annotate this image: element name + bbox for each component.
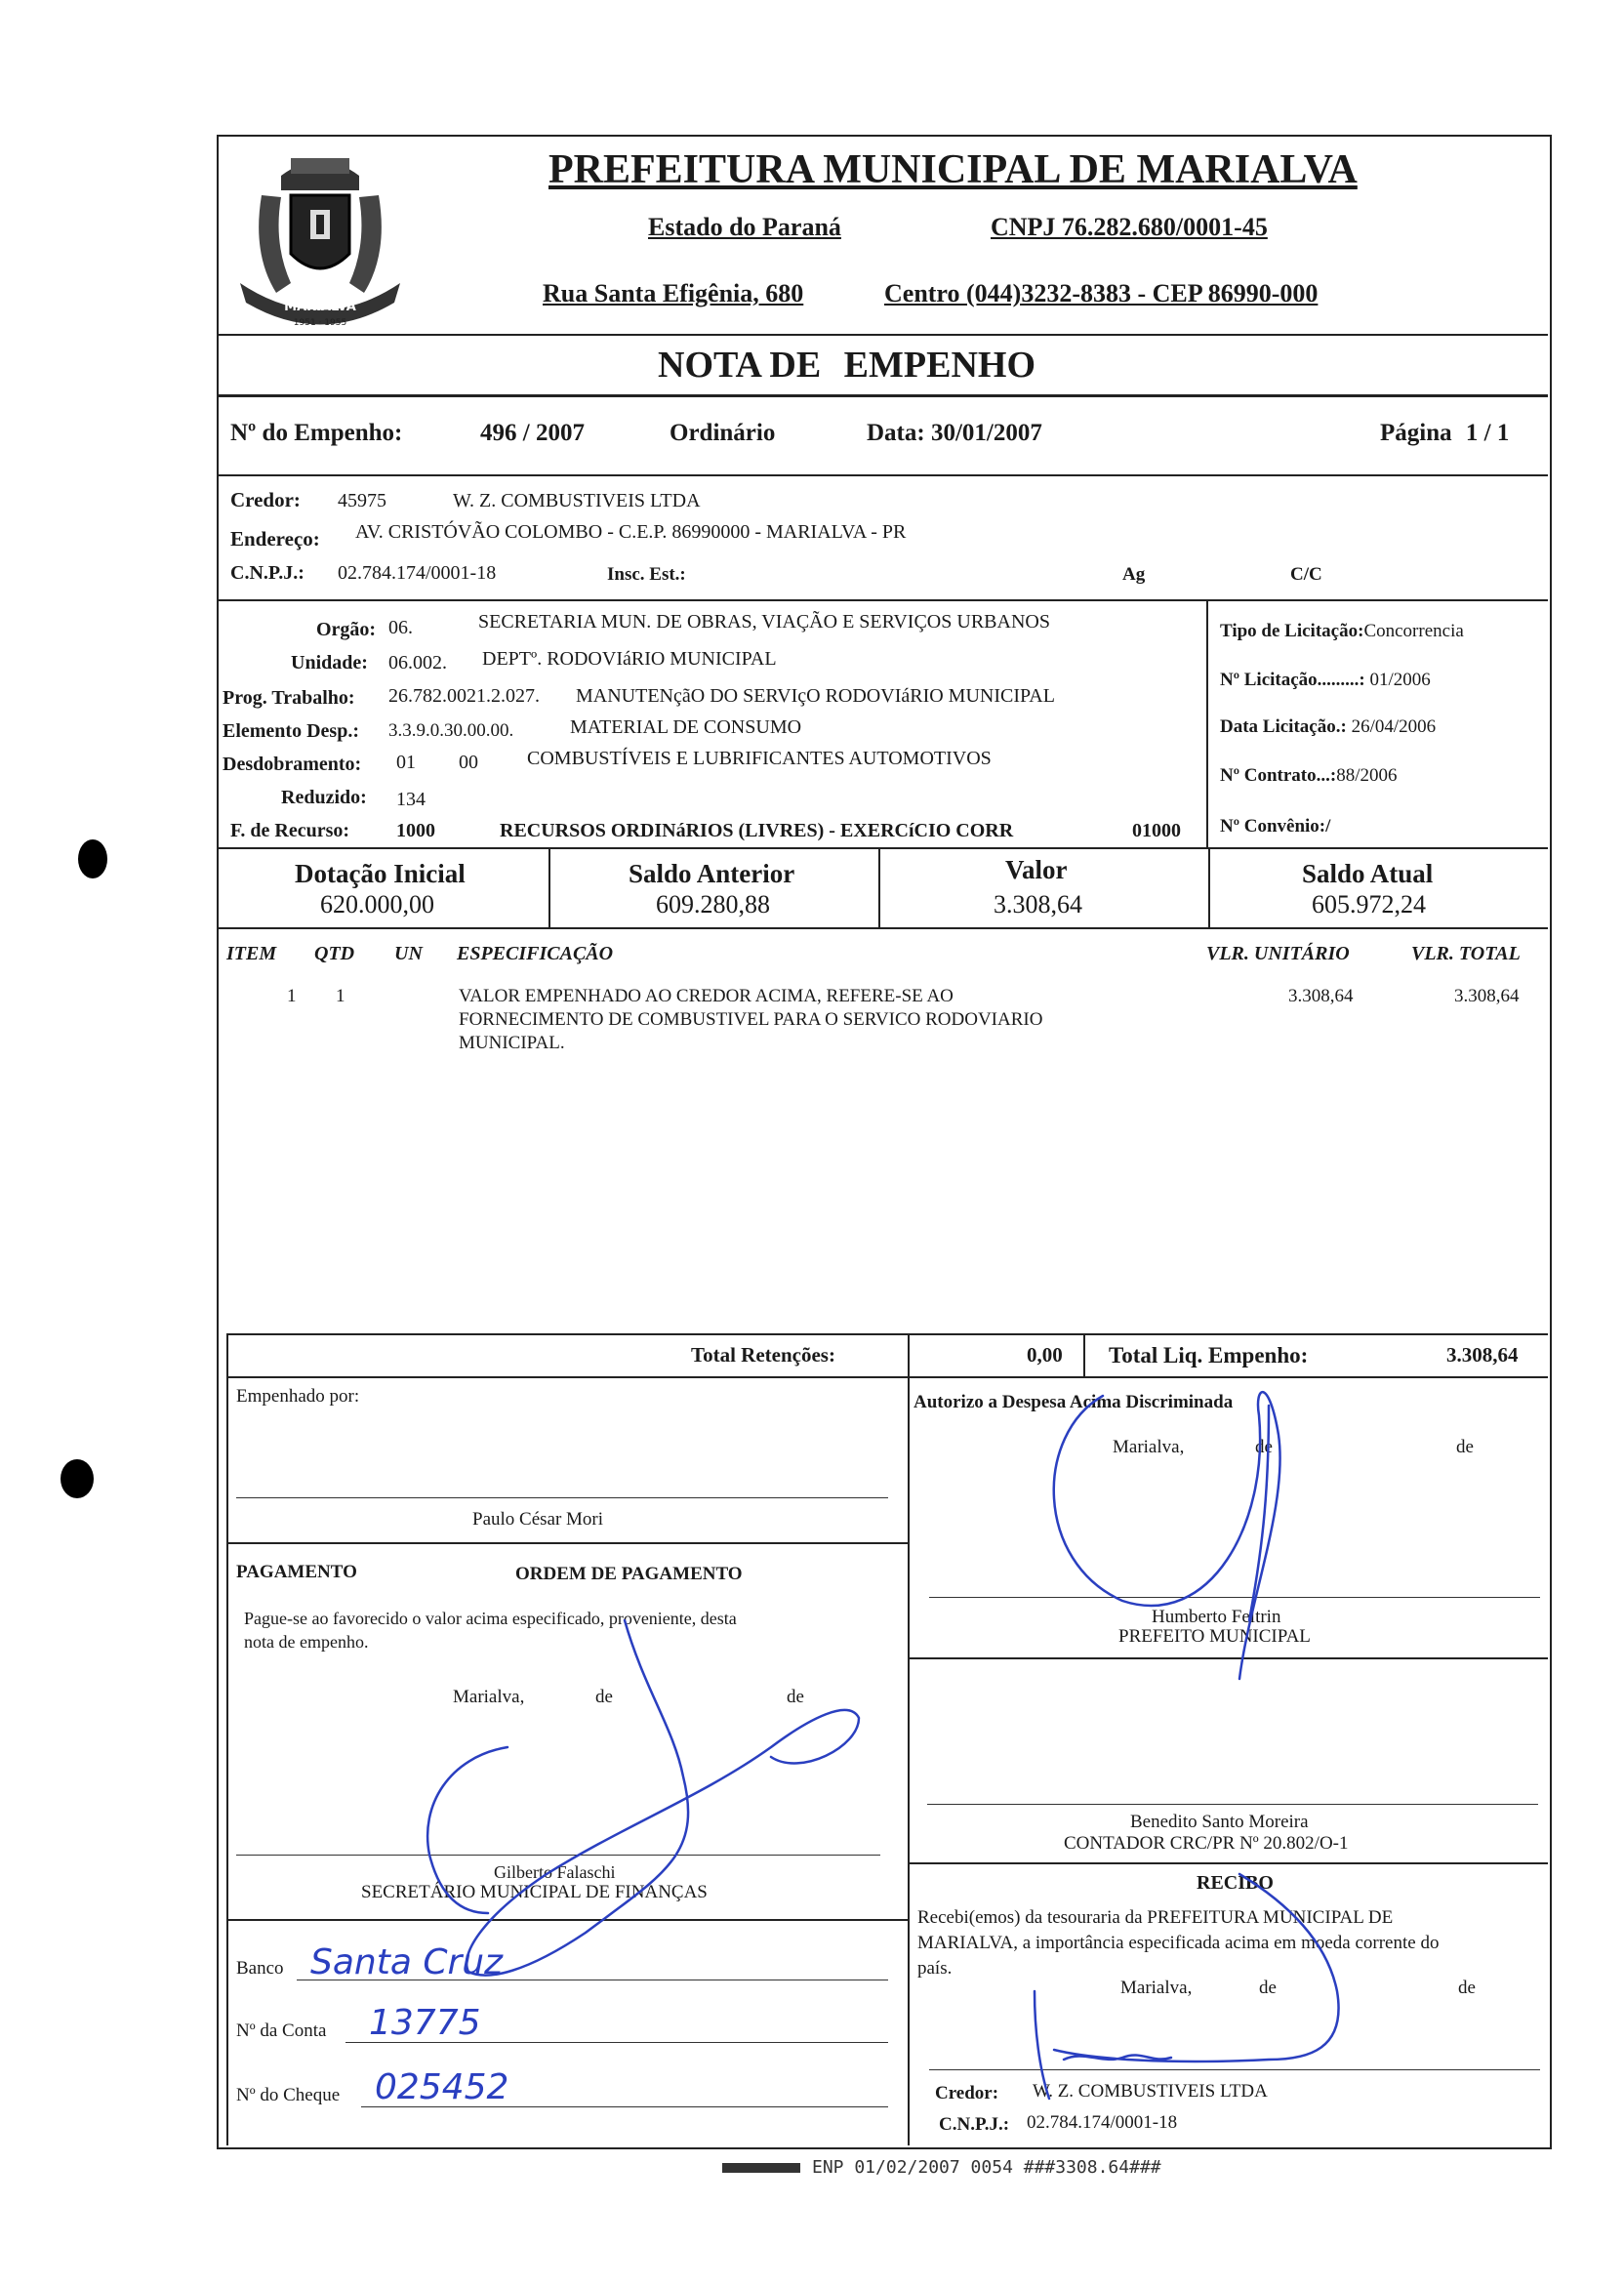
recibo-credor-label: Credor: bbox=[935, 2083, 999, 2103]
financas-title: SECRETÁRIO MUNICIPAL DE FINANÇAS bbox=[361, 1882, 708, 1902]
endereco-value: AV. CRISTÓVÃO COLOMBO - C.E.P. 86990000 - MARIALVA - PR bbox=[355, 521, 907, 543]
col-vlr-total: VLR. TOTAL bbox=[1411, 943, 1521, 964]
recurso-name: RECURSOS ORDINáRIOS (LIVRES) - EXERCíCIO CORR bbox=[500, 820, 1014, 841]
recurso-num: 01000 bbox=[1132, 820, 1181, 841]
credor-cnpj: 02.784.174/0001-18 bbox=[338, 562, 497, 584]
recibo-credor: W. Z. COMBUSTIVEIS LTDA bbox=[1033, 2081, 1268, 2102]
orgao-name: SECRETARIA MUN. DE OBRAS, VIAÇÃO E SERVIÇOS URBANOS bbox=[478, 611, 1050, 633]
page-number-label: Página bbox=[1380, 420, 1452, 446]
autorizo-city: Marialva, bbox=[1113, 1437, 1185, 1457]
desdobramento-a: 01 bbox=[396, 752, 416, 773]
valor-value: 3.308,64 bbox=[994, 890, 1082, 918]
cnpj-label: CNPJ 76.282.680/0001-45 bbox=[991, 213, 1268, 241]
recibo-cnpj-label: C.N.P.J.: bbox=[939, 2114, 1010, 2135]
valor-label: Valor bbox=[1005, 855, 1068, 884]
autorizo-de: de bbox=[1255, 1437, 1273, 1457]
conta-handwritten: 13775 bbox=[369, 2003, 481, 2043]
doc-title-b: EMPENHO bbox=[843, 345, 1035, 386]
desdobramento-label: Desdobramento: bbox=[223, 754, 362, 775]
cheque-label: Nº do Cheque bbox=[236, 2085, 341, 2105]
elemento-label: Elemento Desp.: bbox=[223, 720, 359, 742]
page-title: PREFEITURA MUNICIPAL DE MARIALVA bbox=[548, 147, 1358, 192]
recibo-cnpj: 02.784.174/0001-18 bbox=[1027, 2112, 1178, 2133]
tipo-licitacao-value: Concorrencia bbox=[1363, 621, 1464, 641]
ordem-pagamento-label: ORDEM DE PAGAMENTO bbox=[515, 1564, 743, 1584]
num-licitacao-value: 01/2006 bbox=[1369, 670, 1431, 690]
ag-label: Ag bbox=[1122, 564, 1146, 585]
recurso-code: 1000 bbox=[396, 820, 435, 841]
data-licitacao-value: 26/04/2006 bbox=[1351, 716, 1437, 737]
contrato-label: Nº Contrato...: bbox=[1220, 765, 1337, 786]
stamp-text: ENP 01/02/2007 0054 ###3308.64### bbox=[812, 2157, 1161, 2178]
pagamento-de: de bbox=[595, 1687, 613, 1707]
empenho-date-label: Data: bbox=[867, 420, 925, 446]
credor-name: W. Z. COMBUSTIVEIS LTDA bbox=[453, 490, 701, 511]
retencoes-label: Total Retenções: bbox=[691, 1343, 835, 1367]
desdobramento-b: 00 bbox=[459, 752, 478, 773]
recibo-de: de bbox=[1259, 1978, 1277, 1998]
liquido-value: 3.308,64 bbox=[1446, 1343, 1519, 1367]
reduzido-label: Reduzido: bbox=[281, 787, 367, 808]
col-item: ITEM bbox=[226, 943, 277, 964]
orgao-code: 06. bbox=[388, 617, 413, 638]
unidade-label: Unidade: bbox=[291, 652, 368, 674]
col-especificacao: ESPECIFICAÇÃO bbox=[457, 943, 614, 964]
prefeito-title: PREFEITO MUNICIPAL bbox=[1118, 1626, 1311, 1647]
recibo-text: país. bbox=[917, 1958, 953, 1979]
saldo-atual-value: 605.972,24 bbox=[1312, 890, 1426, 918]
empenho-num-label: Nº do Empenho: bbox=[230, 420, 403, 446]
prog-name: MANUTENçãO DO SERVIçO RODOVIáRIO MUNICIPAL bbox=[576, 685, 1055, 707]
data-licitacao-label: Data Licitação.: bbox=[1220, 716, 1347, 737]
elemento-code: 3.3.9.0.30.00.00. bbox=[388, 720, 514, 741]
orgao-label: Orgão: bbox=[316, 619, 377, 640]
contador-name: Benedito Santo Moreira bbox=[1130, 1812, 1309, 1832]
pagamento-text: nota de empenho. bbox=[244, 1632, 369, 1652]
unidade-name: DEPTº. RODOVIáRIO MUNICIPAL bbox=[482, 648, 777, 670]
convenio-label: Nº Convênio:/ bbox=[1220, 816, 1331, 837]
col-qtd: QTD bbox=[314, 943, 355, 964]
item-total-value: 3.308,64 bbox=[1454, 986, 1520, 1006]
credor-code: 45975 bbox=[338, 490, 386, 511]
liquido-label: Total Liq. Empenho: bbox=[1109, 1343, 1309, 1368]
col-un: UN bbox=[394, 943, 423, 964]
svg-text:1951 · 1955: 1951 · 1955 bbox=[293, 318, 347, 328]
processing-stamp bbox=[722, 2157, 1161, 2178]
pagamento-label: PAGAMENTO bbox=[236, 1562, 357, 1582]
empenho-date-value: 30/01/2007 bbox=[930, 420, 1042, 446]
insc-est-label: Insc. Est.: bbox=[607, 564, 686, 585]
page-number-value: 1 / 1 bbox=[1465, 420, 1510, 446]
endereco-label: Endereço: bbox=[230, 527, 320, 551]
doc-title-a: NOTA DE bbox=[658, 345, 822, 386]
conta-label: Nº da Conta bbox=[236, 2021, 327, 2041]
credor-cnpj-label: C.N.P.J.: bbox=[230, 562, 304, 584]
saldo-anterior-label: Saldo Anterior bbox=[629, 859, 795, 888]
item-unit-value: 3.308,64 bbox=[1288, 986, 1354, 1006]
autorizo-de: de bbox=[1456, 1437, 1474, 1457]
recibo-text: MARIALVA, a importância especificada acima em moeda corrente do bbox=[917, 1933, 1440, 1953]
cc-label: C/C bbox=[1290, 564, 1322, 585]
col-vlr-unitario: VLR. UNITÁRIO bbox=[1206, 943, 1350, 964]
autorizo-label: Autorizo a Despesa Acima Discriminada bbox=[914, 1392, 1234, 1412]
unidade-code: 06.002. bbox=[388, 652, 447, 674]
dotacao-label: Dotação Inicial bbox=[295, 859, 466, 888]
stamp-barcode-icon bbox=[722, 2163, 800, 2173]
state-label: Estado do Paraná bbox=[648, 213, 841, 241]
empenhado-label: Empenhado por: bbox=[236, 1386, 360, 1407]
pagamento-text: Pague-se ao favorecido o valor acima especificado, proveniente, desta bbox=[244, 1609, 737, 1628]
elemento-name: MATERIAL DE CONSUMO bbox=[570, 716, 802, 738]
item-number: 1 bbox=[287, 986, 297, 1006]
contrato-value: 88/2006 bbox=[1336, 765, 1398, 786]
recurso-label: F. de Recurso: bbox=[230, 820, 350, 841]
address-label: Rua Santa Efigênia, 680 bbox=[543, 279, 804, 307]
item-desc-line: VALOR EMPENHADO AO CREDOR ACIMA, REFERE-SE AO bbox=[459, 986, 954, 1006]
svg-text:MARIALVA: MARIALVA bbox=[284, 300, 356, 314]
num-licitacao-label: Nº Licitação.........: bbox=[1220, 670, 1365, 690]
financas-name: Gilberto Falaschi bbox=[494, 1862, 616, 1882]
tipo-licitacao-label: Tipo de Licitação: bbox=[1220, 621, 1364, 641]
empenho-num: 496 / 2007 bbox=[480, 420, 585, 446]
saldo-atual-label: Saldo Atual bbox=[1302, 859, 1434, 888]
recibo-title: RECIBO bbox=[1197, 1872, 1274, 1894]
prefeito-name: Humberto Feltrin bbox=[1152, 1607, 1281, 1627]
contador-title: CONTADOR CRC/PR Nº 20.802/O-1 bbox=[1064, 1833, 1349, 1854]
item-desc-line: FORNECIMENTO DE COMBUSTIVEL PARA O SERVICO RODOVIARIO bbox=[459, 1009, 1043, 1030]
recibo-de: de bbox=[1458, 1978, 1476, 1998]
empenhado-name: Paulo César Mori bbox=[472, 1509, 604, 1530]
credor-label: Credor: bbox=[230, 488, 301, 511]
prog-label: Prog. Trabalho: bbox=[223, 687, 355, 709]
desdobramento-name: COMBUSTÍVEIS E LUBRIFICANTES AUTOMOTIVOS bbox=[527, 748, 992, 769]
reduzido-value: 134 bbox=[396, 789, 426, 810]
retencoes-value: 0,00 bbox=[1027, 1343, 1063, 1367]
item-qtd: 1 bbox=[336, 986, 345, 1006]
recibo-text: Recebi(emos) da tesouraria da PREFEITURA MUNICIPAL DE bbox=[917, 1907, 1394, 1928]
banco-handwritten: Santa Cruz bbox=[310, 1942, 503, 1982]
empenho-type: Ordinário bbox=[670, 420, 776, 446]
dotacao-value: 620.000,00 bbox=[320, 890, 434, 918]
saldo-anterior-value: 609.280,88 bbox=[656, 890, 770, 918]
item-desc-line: MUNICIPAL. bbox=[459, 1033, 565, 1053]
cheque-handwritten: 025452 bbox=[375, 2067, 509, 2107]
banco-label: Banco bbox=[236, 1958, 284, 1979]
prog-code: 26.782.0021.2.027. bbox=[388, 685, 540, 707]
pagamento-de: de bbox=[787, 1687, 804, 1707]
pagamento-city: Marialva, bbox=[453, 1687, 525, 1707]
contact-label: Centro (044)3232-8383 - CEP 86990-000 bbox=[884, 279, 1319, 307]
recibo-city: Marialva, bbox=[1120, 1978, 1193, 1998]
